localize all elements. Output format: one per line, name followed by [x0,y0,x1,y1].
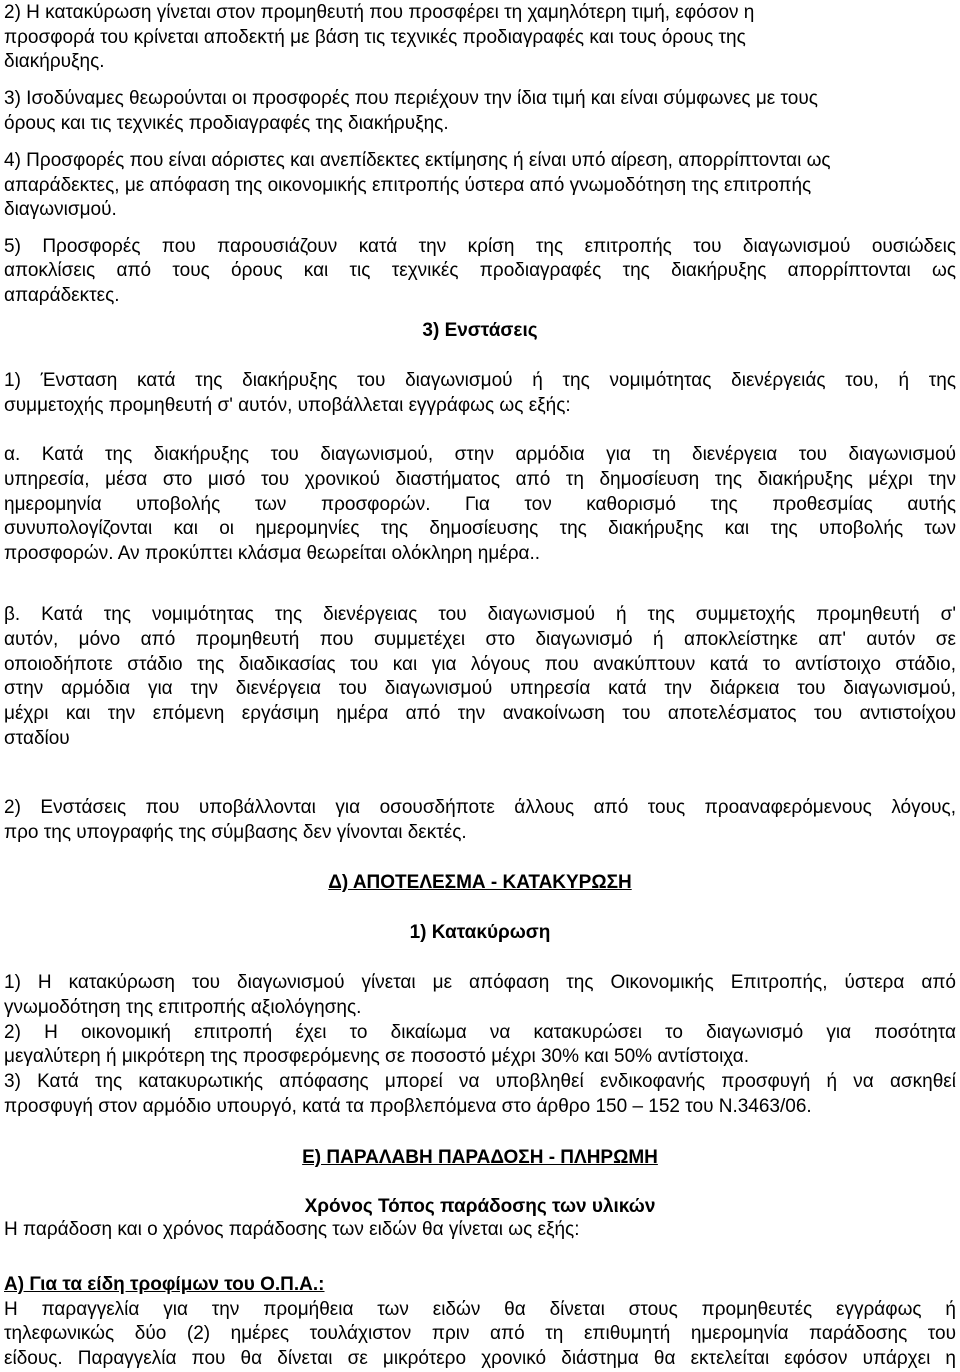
paragraph-line: 3) Ισοδύναμες θεωρούνται οι προσφορές που περιέχουν την ίδια τιμή και είναι σύμφωνες με τους [4,88,818,109]
paragraph-line: 2) Η οικονομική επιτροπή έχει το δικαίωμα να κατακυρώσει το διαγωνισμό για ποσότητα [4,1022,956,1043]
paragraph-line: μεγαλύτερη ή μικρότερη της προσφερόμενης σε ποσοστό μέχρι 30% και 50% αντίστοιχα. [4,1046,750,1067]
paragraph-line: β. Κατά της νομιμότητας της διενέργειας του διαγωνισμού ή της συμμετοχής προμηθευτή σ' [4,604,956,625]
paragraph-line: 1) Η κατακύρωση του διαγωνισμού γίνεται με απόφαση της Οικονομικής Επιτροπής, ύστερα από [4,972,956,993]
section-heading-text: 3) Ενστάσεις [422,320,538,341]
paragraph-line: διακήρυξης. [4,51,105,72]
paragraph-line: προσφυγή στον αρμόδιο υπουργό, κατά τα προβλεπόμενα στο άρθρο 150 – 152 του Ν.3463/06. [4,1096,812,1117]
paragraph-line: 1) Ένσταση κατά της διακήρυξης του διαγωνισμού ή της νομιμότητας διενέργειάς του, ή της [4,370,956,391]
section-heading [0,318,960,343]
section-heading [0,1194,960,1219]
paragraph-line: προσφορών. Αν προκύπτει κλάσμα θεωρείται ολόκληρη ημέρα.. [4,543,541,564]
section-heading-text: Ε) ΠΑΡΑΛΑΒΗ ΠΑΡΑΔΟΣΗ - ΠΛΗΡΩΜΗ [302,1147,658,1168]
paragraph-line: προσφορά του κρίνεται αποδεκτή με βάση τις τεχνικές προδιαγραφές και τους όρους της [4,27,746,48]
section-heading-text: Α) Για τα είδη τροφίμων του Ο.Π.Α.: [4,1274,325,1295]
section-heading [0,1145,960,1170]
paragraph-line: 5) Προσφορές που παρουσιάζουν κατά την κρίση της επιτροπής του διαγωνισμού ουσιώδεις [4,236,956,257]
paragraph-line: μέχρι και την επόμενη εργάσιμη ημέρα από την ανακοίνωση του αποτελέσματος του αντιστοίχου [4,703,956,724]
paragraph-line: απαράδεκτες. [4,285,120,306]
paragraph-line: α. Κατά της διακήρυξης του διαγωνισμού, στην αρμόδια για τη διενέργεια του διαγωνισμού [4,444,956,465]
paragraph-line: τηλεφωνικώς δύο (2) ημέρες τουλάχιστον πριν από τη επιθυμητή ημερομηνία παράδοσης του [4,1323,956,1344]
paragraph-line: ημερομηνία υποβολής των προσφορών. Για τον καθορισμό της προθεσμίας αυτής [4,494,956,515]
paragraph-line: Η παραγγελία για την προμήθεια των ειδών θα δίνεται στους προμηθευτές εγγράφως ή [4,1299,956,1320]
paragraph-line: όρους και τις τεχνικές προδιαγραφές της διακήρυξης. [4,113,449,134]
paragraph-line: Η παράδοση και ο χρόνος παράδοσης των ειδών θα γίνεται ως εξής: [4,1219,580,1240]
paragraph-line: διαγωνισμού. [4,199,117,220]
paragraph-line: γνωμοδότηση της επιτροπής αξιολόγησης. [4,997,362,1018]
paragraph-line: 4) Προσφορές που είναι αόριστες και ανεπίδεκτες εκτίμησης ή είναι υπό αίρεση, απορρίπτονται ως [4,150,831,171]
paragraph-line: 2) Η κατακύρωση γίνεται στον προμηθευτή που προσφέρει τη χαμηλότερη τιμή, εφόσον η [4,2,755,23]
paragraph-line: απαράδεκτες, με απόφαση της οικονομικής επιτροπής ύστερα από γνωμοδότηση της επιτροπής [4,175,812,196]
paragraph-line: οποιοδήποτε στάδιο της διαδικασίας του και για λόγους που ανακύπτουν κατά το αντίστοιχο στάδιο, [4,654,956,675]
paragraph-line: σταδίου [4,728,70,749]
section-heading-text: Δ) ΑΠΟΤΕΛΕΣΜΑ - ΚΑΤΑΚΥΡΩΣΗ [328,872,632,893]
paragraph-line: αυτόν, μόνο από προμηθευτή που συμμετέχει στο διαγωνισμό ή αποκλείστηκε απ' αυτόν σε [4,629,956,650]
paragraph-line: αποκλίσεις από τους όρους και τις τεχνικές προδιαγραφές της διακήρυξης απορρίπτονται ως [4,260,956,281]
paragraph-line: συνυπολογίζονται και οι ημερομηνίες της δημοσίευσης της διακήρυξης και της υποβολής των [4,518,956,539]
paragraph-line: στην αρμόδια για την διενέργεια του διαγωνισμού υπηρεσία κατά την διάρκεια του διαγωνισμού, [4,678,956,699]
section-heading [0,920,960,945]
section-heading-text: Χρόνος Τόπος παράδοσης των υλικών [304,1196,656,1217]
paragraph-line: συμμετοχής προμηθευτή σ' αυτόν, υποβάλλεται εγγράφως ως εξής: [4,395,571,416]
paragraph-line: είδους. Παραγγελία που θα δίνεται σε μικρότερο χρονικό διάστημα θα εκτελείται εφόσον υπάρχει η [4,1348,956,1369]
paragraph-line: 3) Κατά της κατακυρωτικής απόφασης μπορεί να υποβληθεί ενδικοφανής προσφυγή ή να ασκηθεί [4,1071,956,1092]
paragraph-line: 2) Ενστάσεις που υποβάλλονται για οσουσδήποτε άλλους από τους προαναφερόμενους λόγους, [4,797,956,818]
paragraph-line: υπηρεσία, μέσα στο μισό του χρονικού διαστήματος από τη δημοσίευση της διακήρυξης μέχρι την [4,469,956,490]
section-heading [0,870,960,895]
section-heading-text: 1) Κατακύρωση [409,922,551,943]
paragraph-line: προ της υπογραφής της σύμβασης δεν γίνονται δεκτές. [4,822,467,843]
section-heading [4,1272,325,1297]
